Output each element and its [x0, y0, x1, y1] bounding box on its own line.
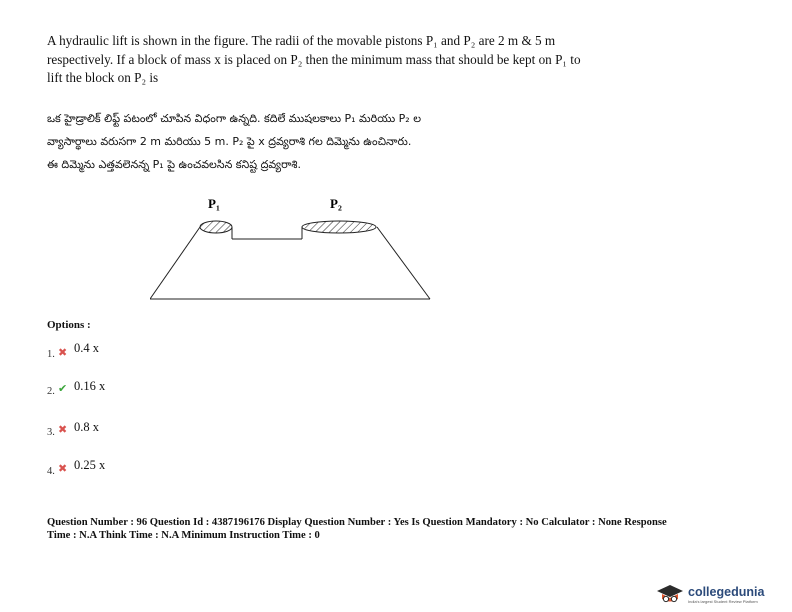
- brand-name: collegedunia: [688, 585, 765, 599]
- piston-p1: [200, 221, 232, 233]
- telugu-line-3: ఈ దిమ్మెను ఎత్తవలెనన్న P₁ పై ఉంచవలసిన కనిష్ట ద్రవ్యరాశి.: [47, 158, 301, 171]
- cross-icon: ✖: [58, 423, 68, 436]
- telugu-line-2: వ్యాసార్థాలు వరుసగా 2 m మరియు 5 m. P₂ పై x ద్రవ్యరాశి గల దిమ్మెను ఉంచినారు.: [47, 135, 412, 148]
- graduation-cap-icon: [656, 584, 684, 606]
- option-2-number: 2.: [47, 386, 55, 397]
- cross-icon: ✖: [58, 462, 68, 475]
- label-p2: P₂: [330, 196, 342, 211]
- metadata-line-1: Question Number : 96 Question Id : 4387196176 Display Question Number : Yes Is Question Mandatory : No Calculator : None Response: [47, 517, 667, 528]
- options-title: Options :: [47, 319, 91, 331]
- check-icon: ✔: [58, 382, 68, 395]
- option-1-number: 1.: [47, 349, 55, 360]
- question-text-english: A hydraulic lift is shown in the figure. The radii of the movable pistons P₁ and P₂ are 2 m & 5 m respectively. If a block of mass x is placed on P₂ then the minimum mass that should be kept on P₁ to lift the block on P₂ is: [47, 33, 581, 85]
- question-text-telugu: [47, 107, 607, 176]
- option-1-value: 0.4 x: [74, 341, 99, 355]
- collegedunia-brand: [656, 584, 786, 606]
- option-3-value: 0.8 x: [74, 420, 99, 434]
- option-3-number: 3.: [47, 427, 55, 438]
- question-metadata: [47, 516, 767, 542]
- hydraulic-lift-figure: [150, 192, 440, 312]
- cross-icon: ✖: [58, 346, 68, 359]
- metadata-line-2: Time : N.A Think Time : N.A Minimum Instruction Time : 0: [47, 530, 320, 541]
- option-4-number: 4.: [47, 466, 55, 477]
- telugu-line-1: ఒక హైడ్రాలిక్ లిఫ్ట్ పటంలో చూపిన విధంగా ఉన్నది. కదిలే ముషలకాలు P₁ మరియు P₂ ల: [47, 112, 421, 125]
- label-p1: P₁: [208, 196, 220, 211]
- option-4-value: 0.25 x: [74, 458, 106, 472]
- piston-p2: [302, 221, 376, 233]
- brand-tagline: India's largest Student Review Platform: [688, 599, 758, 604]
- option-2-value: 0.16 x: [74, 379, 106, 393]
- vessel-outline: [150, 227, 430, 299]
